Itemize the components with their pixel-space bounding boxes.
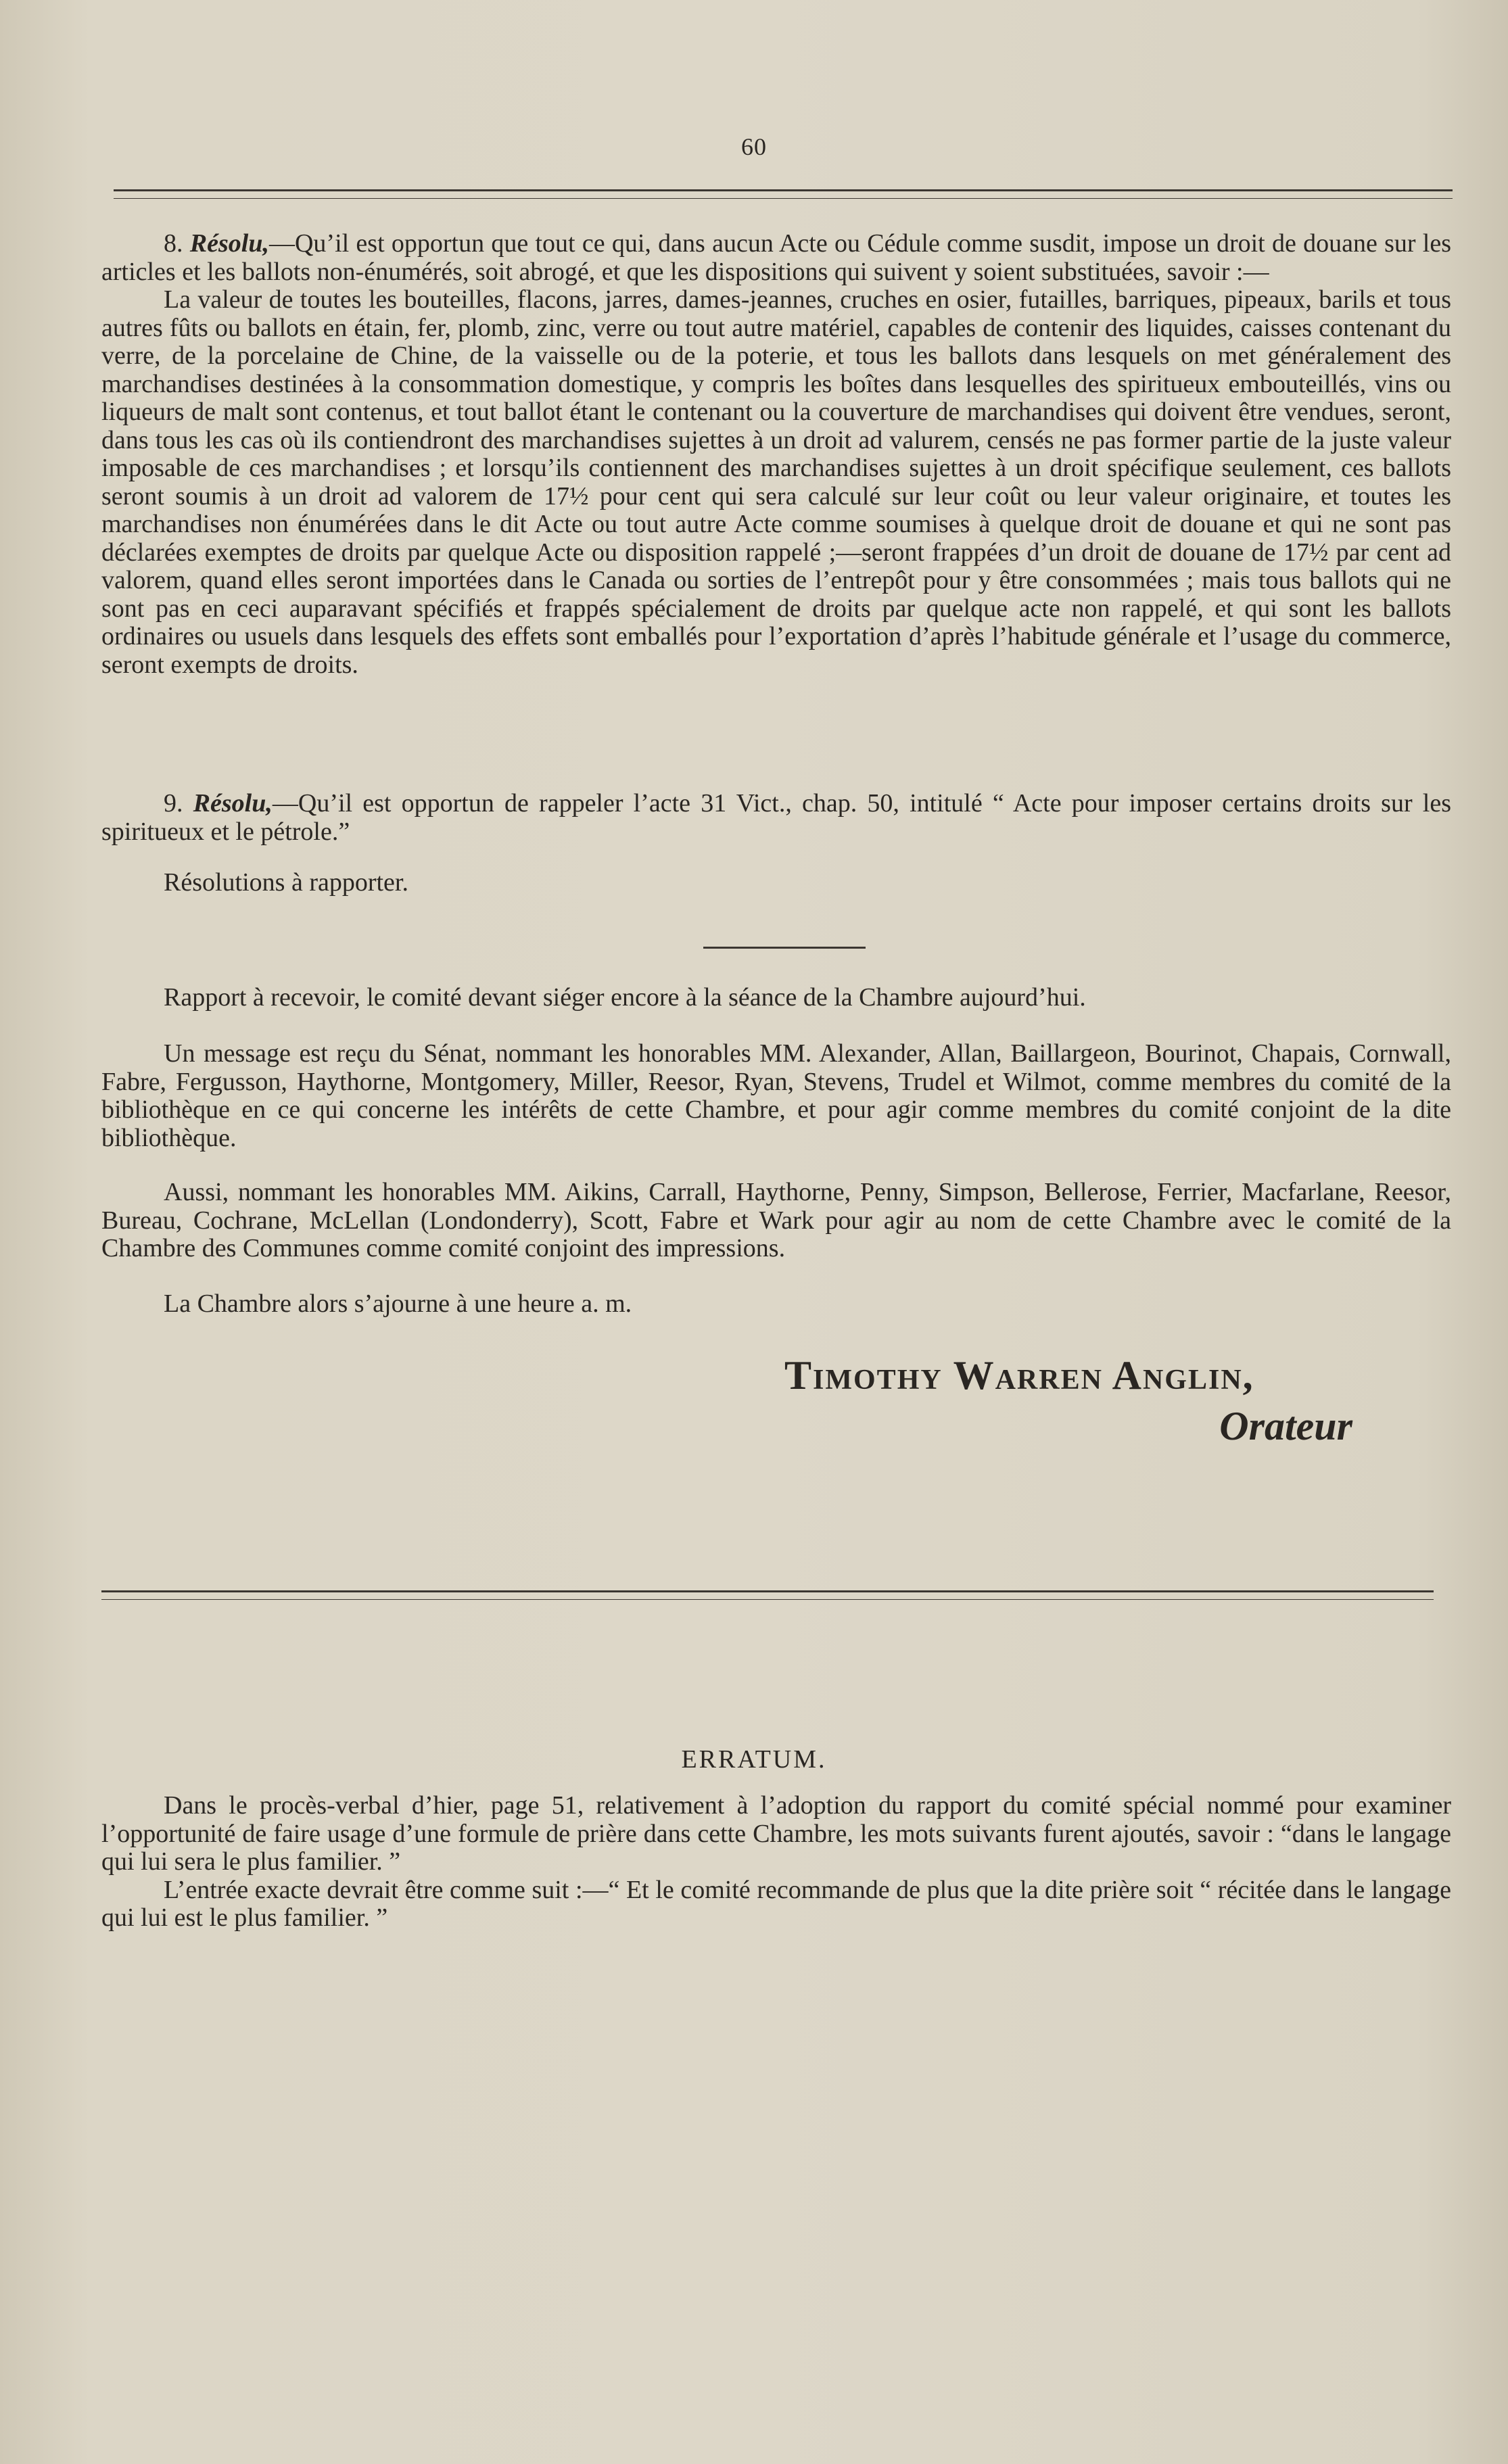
resolution-8-body: La valeur de toutes les bouteilles, flacons, jarres, dames-jeannes, cruches en osier, futailles, barriques, pipeaux, barils et tous autres fûts ou ballots en étain, fer, plomb, zinc, verre ou tout autre matériel, capables de contenir des liquides, caisses contenant du verre, de la porcelaine de Chine, de la vaisselle ou de la poterie, et tous les ballots dans lesquels on met généralement des marchandises destinées à la consommation domestique, y compris les boîtes dans lesquelles des spiritueux embouteillés, vins ou liqueurs de malt sont contenus, et tout ballot étant le contenant ou la couverture de marchandises qui doivent être vendues, seront, dans tous les cas où ils contiendront des marchandises sujettes à un droit ad valurem, censés ne pas former partie de la juste valeur imposable de ces marchandises ; et lorsqu’ils contiennent des marchandises sujettes à un droit spécifique seulement, ces ballots seront soumis à un droit ad valorem de 17½ pour cent qui sera calculé sur leur coût ou leur valeur originaire, et toutes les marchandises non énumérées dans le dit Acte ou tout autre Acte comme soumises à quelque droit de douane et qui ne sont pas déclarées exemptes de droits par quelque Acte ou disposition rappelé ;—seront frappées d’un droit de douane de 17½ par cent ad valorem, quand elles seront importées dans le Canada ou sorties de l’entrepôt pour y être consommées ; mais tous ballots qui ne sont pas en ceci auparavant spécifiés et frappés spécialement de droits par quelque acte non rappelé, et qui sont les ballots ordinaires ou usuels dans lesquels des effets sont emballés pour l’exportation d’après l’habitude générale et l’usage du commerce, seront exempts de droits. <box>101 285 1451 679</box>
report-line <box>101 984 1451 1012</box>
resolution-8-intro <box>101 230 1451 286</box>
section-divider <box>703 947 866 949</box>
senate-message-1-text: Un message est reçu du Sénat, nommant les honorables MM. Alexander, Allan, Baillargeon, Bourinot, Chapais, Cornwall, Fabre, Fergusson, Haythorne, Montgomery, Miller, Reesor, Ryan, Stevens, Trudel et Wilmot, comme membres du comité de la bibliothèque en ce qui concerne les intérêts de cette Chambre, et pour agir comme membres du comité conjoint de la dite bibliothèque. <box>101 1039 1451 1152</box>
header-rule <box>114 189 1453 199</box>
resolution-8-number: 8. <box>164 229 183 258</box>
report-line-text: Rapport à recevoir, le comité devant siéger encore à la séance de la Chambre aujourd’hui. <box>164 983 1086 1012</box>
resolution-8 <box>101 230 1451 679</box>
senate-message-1 <box>101 1040 1451 1152</box>
speaker-role: Orateur <box>1219 1404 1352 1448</box>
speaker-name: Timothy Warren Anglin, <box>784 1353 1254 1398</box>
senate-message-2 <box>101 1179 1451 1263</box>
erratum-title: ERRATUM. <box>681 1745 827 1774</box>
erratum-paragraph-2: L’entrée exacte devrait être comme suit :—“ Et le comité recommande de plus que la dite prière soit “ récitée dans le langage qui lui est le plus familier. ” <box>101 1875 1451 1932</box>
erratum-body <box>101 1792 1451 1933</box>
resolution-9-lead: Résolu, <box>193 789 273 818</box>
erratum-paragraph-1: Dans le procès-verbal d’hier, page 51, relativement à l’adoption du rapport du comité spécial nommé pour examiner l’opportunité de faire usage d’une formule de prière dans cette Chambre, les mots suivants furent ajoutés, savoir : “dans le langage qui lui sera le plus familier. ” <box>101 1791 1451 1876</box>
senate-message-2-text: Aussi, nommant les honorables MM. Aikins, Carrall, Haythorne, Penny, Simpson, Bellerose, Ferrier, Macfarlane, Reesor, Bureau, Cochrane, McLellan (Londonderry), Scott, Fabre et Wark pour agir au nom de cette Chambre avec le comité de la Chambre des Communes comme comité conjoint des impressions. <box>101 1178 1451 1262</box>
resolution-8-text: —Qu’il est opportun que tout ce qui, dans aucun Acte ou Cédule comme susdit, impose un droit de douane sur les articles et les ballots non-énumérés, soit abrogé, et que les dispositions qui suivent y soient substituées, savoir :— <box>101 229 1451 286</box>
resolutions-to-report <box>101 869 1451 897</box>
resolution-9-text: —Qu’il est opportun de rappeler l’acte 31 Vict., chap. 50, intitulé “ Acte pour imposer certains droits sur les spiritueux et le pétrole.” <box>101 789 1452 846</box>
adjournment-text: La Chambre alors s’ajourne à une heure a. m. <box>164 1289 632 1318</box>
resolution-9-number: 9. <box>164 789 183 818</box>
footer-rule <box>101 1590 1434 1600</box>
resolution-9-intro <box>101 790 1451 846</box>
page-number: 60 <box>741 133 767 160</box>
adjournment <box>101 1290 1451 1319</box>
resolution-8-lead: Résolu, <box>189 229 269 258</box>
resolutions-to-report-text: Résolutions à rapporter. <box>164 868 408 897</box>
resolution-9 <box>101 790 1451 846</box>
speaker-signature <box>784 1352 1359 1450</box>
